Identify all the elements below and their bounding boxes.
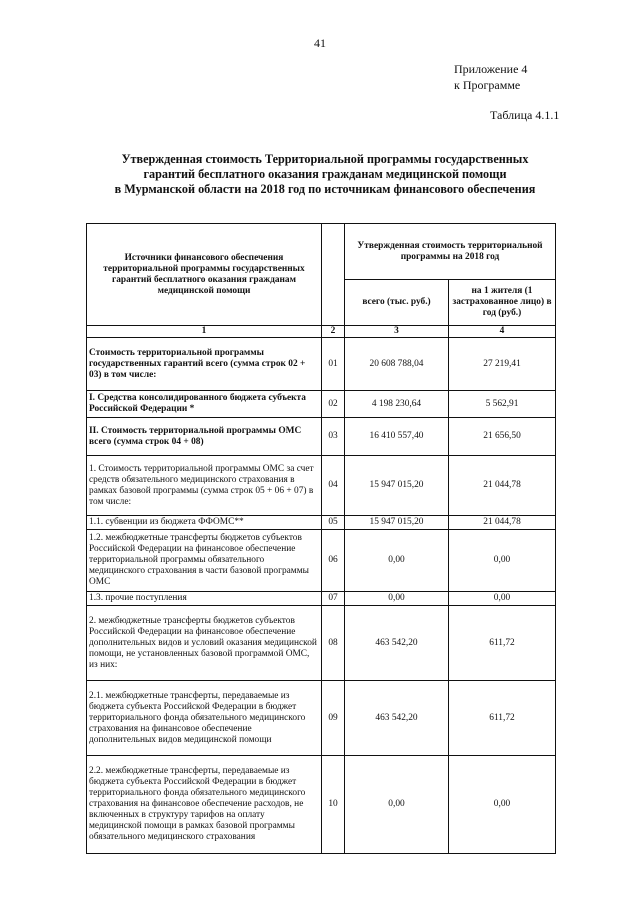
row-code: 01: [322, 338, 345, 391]
header-approved-cost: Утвержденная стоимость территориальной программы на 2018 год: [345, 224, 556, 280]
appendix-reference: [454, 61, 527, 93]
row-per-capita: 21 044,78: [449, 516, 556, 530]
row-code: 07: [322, 592, 345, 606]
appendix-line: Приложение 4: [454, 62, 528, 76]
column-number: 2: [322, 326, 345, 338]
table-row: [87, 592, 556, 606]
row-label: 2.2. межбюджетные трансферты, передаваемые из бюджета субъекта Российской Федерации в бюджет территориального фонда обязательного медицинского страхования на финансовое обеспечение расходов, не включенных в структуру тарифов на оплату медицинской помощи в рамках базовой программы обязательного медицинского страхования: [87, 756, 322, 854]
row-per-capita: 611,72: [449, 681, 556, 756]
table-row: [87, 530, 556, 592]
header-per-capita: на 1 жителя (1 застрахованное лицо) в год (руб.): [449, 280, 556, 326]
table-row: [87, 418, 556, 456]
row-total: 0,00: [345, 592, 449, 606]
title-line: Утвержденная стоимость Территориальной программы государственных: [121, 152, 529, 166]
table-row: [87, 516, 556, 530]
page-number: 41: [314, 36, 326, 50]
table-label: Таблица 4.1.1: [490, 108, 560, 122]
row-total: 16 410 557,40: [345, 418, 449, 456]
row-code: 04: [322, 456, 345, 516]
row-per-capita: 0,00: [449, 592, 556, 606]
row-total: 15 947 015,20: [345, 516, 449, 530]
row-label: Стоимость территориальной программы государственных гарантий всего (сумма строк 02 + 03) в том числе:: [87, 338, 322, 391]
table-row: [87, 391, 556, 418]
row-label: 1.3. прочие поступления: [87, 592, 322, 606]
row-label: 2. межбюджетные трансферты бюджетов субъектов Российской Федерации на финансовое обеспечение дополнительных видов и условий оказания медицинской помощи, не установленных базовой программой ОМС, из них:: [87, 606, 322, 681]
header-sources: Источники финансового обеспечения территориальной программы государственных гарантий бесплатного оказания гражданам медицинской помощи: [87, 224, 322, 326]
row-label: 1.1. субвенции из бюджета ФФОМС**: [87, 516, 322, 530]
table-row: [87, 606, 556, 681]
appendix-line: к Программе: [454, 78, 521, 92]
row-total: 0,00: [345, 530, 449, 592]
table-row: [87, 681, 556, 756]
table-row: [87, 456, 556, 516]
row-code: 05: [322, 516, 345, 530]
row-label: II. Стоимость территориальной программы ОМС всего (сумма строк 04 + 08): [87, 418, 322, 456]
column-number: 3: [345, 326, 449, 338]
row-label: I. Средства консолидированного бюджета субъекта Российской Федерации *: [87, 391, 322, 418]
row-code: 03: [322, 418, 345, 456]
row-total: 20 608 788,04: [345, 338, 449, 391]
row-total: 4 198 230,64: [345, 391, 449, 418]
funding-sources-table: [86, 223, 556, 854]
table-row: [87, 338, 556, 391]
row-total: 463 542,20: [345, 681, 449, 756]
column-number: 1: [87, 326, 322, 338]
row-per-capita: 27 219,41: [449, 338, 556, 391]
row-per-capita: 5 562,91: [449, 391, 556, 418]
row-total: 0,00: [345, 756, 449, 854]
column-number-row: [87, 326, 556, 338]
row-per-capita: 21 044,78: [449, 456, 556, 516]
document-title: [70, 152, 580, 197]
row-code: 06: [322, 530, 345, 592]
header-code: [322, 224, 345, 326]
row-code: 09: [322, 681, 345, 756]
column-number: 4: [449, 326, 556, 338]
row-code: 10: [322, 756, 345, 854]
row-code: 08: [322, 606, 345, 681]
row-code: 02: [322, 391, 345, 418]
row-per-capita: 0,00: [449, 756, 556, 854]
table-row: [87, 756, 556, 854]
row-label: 2.1. межбюджетные трансферты, передаваемые из бюджета субъекта Российской Федерации в бюджет территориального фонда обязательного медицинского страхования на финансовое обеспечение дополнительных видов медицинской помощи: [87, 681, 322, 756]
table-header-row: [87, 224, 556, 280]
row-per-capita: 21 656,50: [449, 418, 556, 456]
row-per-capita: 0,00: [449, 530, 556, 592]
title-line: в Мурманской области на 2018 год по источникам финансового обеспечения: [114, 182, 536, 196]
row-per-capita: 611,72: [449, 606, 556, 681]
row-total: 15 947 015,20: [345, 456, 449, 516]
header-total: всего (тыс. руб.): [345, 280, 449, 326]
row-label: 1.2. межбюджетные трансферты бюджетов субъектов Российской Федерации на финансовое обеспечение территориальной программы обязательного медицинского страхования в части базовой программы ОМС: [87, 530, 322, 592]
row-total: 463 542,20: [345, 606, 449, 681]
title-line: гарантий бесплатного оказания гражданам медицинской помощи: [143, 167, 507, 181]
row-label: 1. Стоимость территориальной программы ОМС за счет средств обязательного медицинского страхования в рамках базовой программы (сумма строк 05 + 06 + 07) в том числе:: [87, 456, 322, 516]
